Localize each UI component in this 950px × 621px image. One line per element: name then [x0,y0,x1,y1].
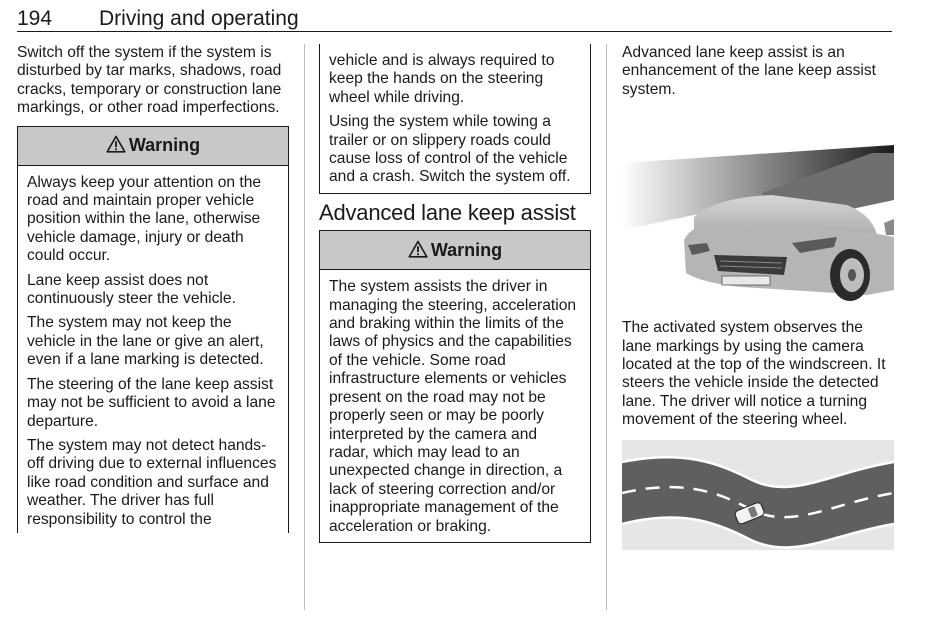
column-1 [17,44,289,533]
warning-paragraph: Always keep your attention on the road and maintain proper vehicle position within the lane, otherwise vehicle damage, injury or death could occur. [27,173,262,265]
warning-paragraph: The system assists the driver in managing the steering, acceleration and braking within the limits of the laws of physics and the capabilities of the vehicle. Some road infrastructure elements or vehicles present on the road may not be properly seen or may be poorly interpreted by the camera and radar, which may lead to an unexpected change in direction, a lack of steering correction and/or inappropriate management of the acceleration or braking. [329,278,577,535]
column-divider-2 [606,44,607,610]
warning-body [320,270,590,542]
warning-box-2 [319,230,591,543]
car-camera-illustration [622,105,894,305]
column-divider-1 [304,44,305,610]
warning-paragraph: Using the system while towing a trailer or on slippery roads could cause loss of control of the vehicle and a crash. Switch the system off. [329,113,571,186]
warning-body [18,166,288,533]
lane-road-illustration [622,440,894,550]
warning-title: Warning [430,240,503,261]
column-3 [622,44,894,550]
page-header [17,5,892,32]
intro-paragraph: Switch off the system if the system is disturbed by tar marks, shadows, road cracks, temporary or construction lane markings, or other road imperfections. [17,44,282,117]
warning-paragraph: Lane keep assist does not continuously steer the vehicle. [27,271,236,308]
page-number: 194 [17,7,53,30]
warning-box-1 [17,126,289,533]
description-paragraph: The activated system observes the lane markings by using the camera located at the top of the windscreen. It steers the vehicle inside the detected lane. The driver will notice a turning movement of the steering wheel. [622,319,886,429]
warning-title: Warning [128,135,201,156]
warning-paragraph: The steering of the lane keep assist may not be sufficient to avoid a lane departure. [27,375,276,430]
warning-paragraph: vehicle and is always required to keep the hands on the steering wheel while driving. [329,52,555,106]
warning-triangle-icon [408,240,428,261]
warning-paragraph: The system may not detect hands-off driving due to external influences like road condition and surface and weather. The driver has full responsibility to control the [27,436,277,528]
intro-paragraph: Advanced lane keep assist is an enhancement of the lane keep assist system. [622,44,876,98]
chapter-title: Driving and operating [99,7,299,30]
section-heading: Advanced lane keep assist [319,199,576,225]
warning-triangle-icon [106,135,126,156]
warning-continuation-box [319,44,591,194]
warning-paragraph: The system may not keep the vehicle in the lane or give an alert, even if a lane marking is detected. [27,314,264,369]
warning-header [320,231,590,270]
column-2 [319,44,591,543]
warning-header [18,127,288,166]
